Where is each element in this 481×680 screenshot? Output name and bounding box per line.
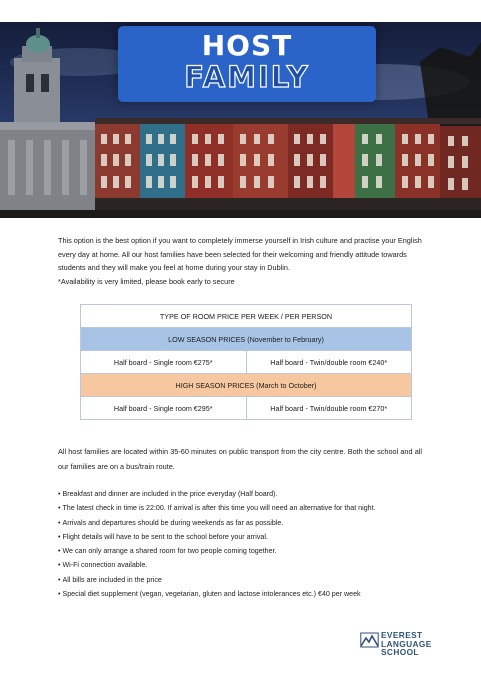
list-item: • The latest check in time is 22:00. If arrival is after this time you will need an alternative for that night. xyxy=(58,501,428,515)
title-family: FAMILY xyxy=(184,60,310,94)
title-host: HOST xyxy=(201,29,293,62)
high-season-row xyxy=(81,374,412,397)
high-season-twin-price: Half board - Twin/double room €270* xyxy=(246,397,412,420)
low-season-twin-price: Half board - Twin/double room €240* xyxy=(246,351,412,374)
logo-line-everest: EVEREST xyxy=(381,630,423,640)
list-item: • Wi-Fi connection available. xyxy=(58,558,428,572)
low-season-prices-row xyxy=(81,351,412,374)
price-table-header: TYPE OF ROOM PRICE PER WEEK / PER PERSON xyxy=(81,305,412,328)
low-season-single-price: Half board - Single room €275* xyxy=(81,351,247,374)
availability-note: *Availability is very limited, please book early to secure xyxy=(58,276,235,286)
logo-text xyxy=(381,631,432,657)
list-item: • Breakfast and dinner are included in the price everyday (Half board). xyxy=(58,487,428,501)
location-paragraph: All host families are located within 35-60 minutes on public transport from the city centre. Both the school and all our families are on a bus/train route. xyxy=(58,447,422,471)
list-item: • All bills are included in the price xyxy=(58,573,428,587)
high-season-label: HIGH SEASON PRICES (March to October) xyxy=(81,374,412,397)
intro-section xyxy=(58,234,422,288)
logo-line-language: LANGUAGE xyxy=(381,638,432,649)
high-season-single-price: Half board - Single room €295* xyxy=(81,397,247,420)
hero-banner xyxy=(0,22,481,218)
title-box xyxy=(118,26,376,102)
conditions-list xyxy=(58,487,428,601)
mountain-icon xyxy=(360,632,379,648)
school-logo xyxy=(360,631,456,657)
intro-paragraph: This option is the best option if you want to completely immerse yourself in Irish culture and practise your English every day at home. All our host families have been selected for their welcoming and friendly attitude towards students and they will make you feel at home during your stay in Dublin. xyxy=(58,236,422,272)
low-season-row xyxy=(81,328,412,351)
low-season-label: LOW SEASON PRICES (November to February) xyxy=(81,328,412,351)
high-season-prices-row xyxy=(81,397,412,420)
logo-line-school: SCHOOL xyxy=(381,647,419,658)
list-item: • Arrivals and departures should be during weekends as far as possible. xyxy=(58,516,428,530)
price-table xyxy=(80,304,412,420)
list-item: • We can only arrange a shared room for two people coming together. xyxy=(58,544,428,558)
list-item: • Special diet supplement (vegan, vegetarian, gluten and lactose intolerances etc.) €40 per week xyxy=(58,587,428,601)
price-table-header-row xyxy=(81,305,412,328)
list-item: • Flight details will have to be sent to the school before your arrival. xyxy=(58,530,428,544)
